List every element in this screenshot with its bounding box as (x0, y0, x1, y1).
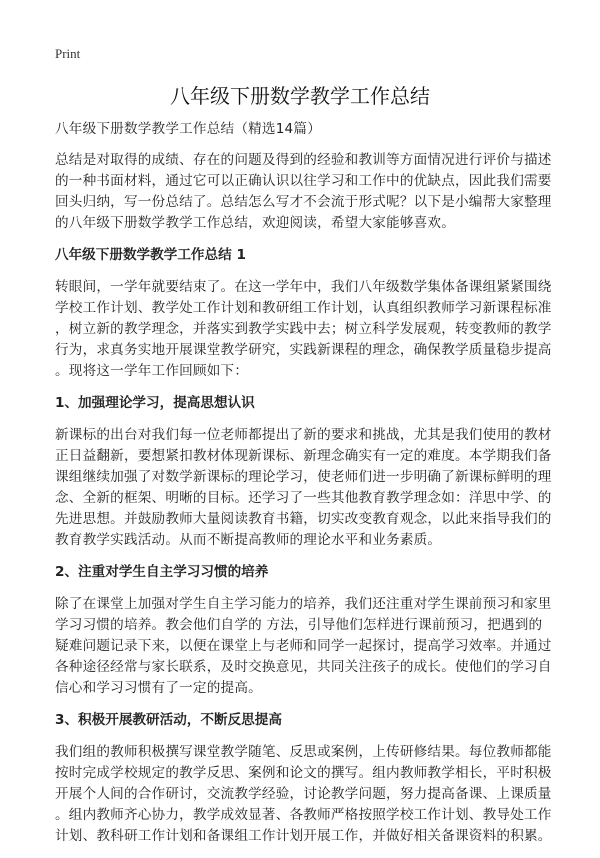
paragraph-line: 信心和学习习惯有了一定的提高。 (55, 680, 262, 696)
paragraph-line: 的八年级下册数学教学工作总结，欢迎阅读，希望大家能够喜欢。 (55, 215, 456, 231)
paragraph-line: 行为，求真务实地开展课堂教学研究，实践新课程的理念，确保教学质量稳步提高 (55, 342, 552, 358)
paragraph-line: 按时完成学校规定的教学反思、案例和论文的撰写。组内教师教学相长，平时积极 (55, 765, 552, 781)
paragraph-line: 。现将这一学年工作回顾如下： (55, 363, 249, 379)
paragraph (55, 150, 555, 234)
paragraph-line: 学习习惯的培养。教会他们自学的 方法，引导他们怎样进行课前预习，把遇到的 (55, 617, 543, 633)
paragraph (55, 425, 555, 551)
document-subtitle: 八年级下册数学教学工作总结（精选14篇） (55, 121, 321, 137)
paragraph-line: 总结是对取得的成绩、存在的问题及得到的经验和教训等方面情况进行评价与描述 (55, 152, 552, 168)
page-title: 八年级下册数学教学工作总结 (170, 84, 430, 108)
section-heading: 八年级下册数学教学工作总结 1 (55, 247, 246, 263)
paragraph (55, 594, 555, 699)
paragraph-line: 开展个人间的合作研讨，交流教学经验，讨论教学问题，努力提高备课、上课质量 (55, 786, 552, 802)
document-blocks (55, 150, 555, 847)
paragraph-line: 回头归纳，写一份总结了。总结怎么写才不会流于形式呢？以下是小编帮大家整理 (55, 194, 552, 210)
paragraph (55, 742, 555, 847)
paragraph-line: 计划、教科研工作计划和备课组工作计划开展工作，并做好相关备课资料的积累。 (55, 828, 552, 844)
paragraph-line: 转眼间，一学年就要结束了。在这一学年中，我们八年级数学集体备课组紧紧围绕 (55, 279, 552, 295)
paragraph-line: 先进思想。并鼓励教师大量阅读教育书籍，切实改变教育观念，以此来指导我们的 (55, 511, 552, 527)
paragraph-line: ，树立新的教学理念，并落实到教学实践中去；树立科学发展观，转变教师的教学 (55, 321, 552, 337)
paragraph-line: 教育教学实践活动。从而不断提高教师的理论水平和业务素质。 (55, 532, 442, 548)
paragraph-line: 学校工作计划、教学处工作计划和教研组工作计划，认真组织教师学习新课程标准 (55, 300, 552, 316)
paragraph-line: 各种途径经常与家长联系，及时交换意见，共同关注孩子的成长。使他们的学习自 (55, 659, 552, 675)
paragraph-line: 我们组的教师积极撰写课堂教学随笔、反思或案例，上传研修结果。每位教师都能 (55, 744, 552, 760)
paragraph-line: 念、全新的框架、明晰的目标。还学习了一些其他教育教学理念如：洋思中学、的 (55, 490, 552, 506)
section-heading: 1、加强理论学习，提高思想认识 (55, 395, 255, 411)
paragraph (55, 277, 555, 382)
paragraph-line: 新课标的出台对我们每一位老师都提出了新的要求和挑战，尤其是我们使用的教材 (55, 427, 552, 443)
paragraph-line: 除了在课堂上加强对学生自主学习能力的培养，我们还注重对学生课前预习和家里 (55, 596, 552, 612)
section-heading: 2、注重对学生自主学习习惯的培养 (55, 564, 269, 580)
paragraph-line: 正日益翻新，要想紧扣教材体现新课标、新理念确实有一定的难度。本学期我们备 (55, 448, 552, 464)
section-heading: 3、积极开展教研活动，不断反思提高 (55, 712, 282, 728)
paragraph-line: 课组继续加强了对数学新课标的理论学习，使老师们进一步明确了新课标鲜明的理 (55, 469, 552, 485)
paragraph-line: 疑难问题记录下来，以便在课堂上与老师和同学一起探讨，提高学习效率。并通过 (55, 638, 552, 654)
paragraph-line: 的一种书面材料，通过它可以正确认识以往学习和工作中的优缺点，因此我们需要 (55, 173, 552, 189)
document-body (55, 119, 555, 858)
paragraph-line: 。组内教师齐心协力，教学成效显著、各教师严格按照学校工作计划、教导处工作 (55, 807, 552, 823)
print-link[interactable]: Print (55, 46, 81, 61)
